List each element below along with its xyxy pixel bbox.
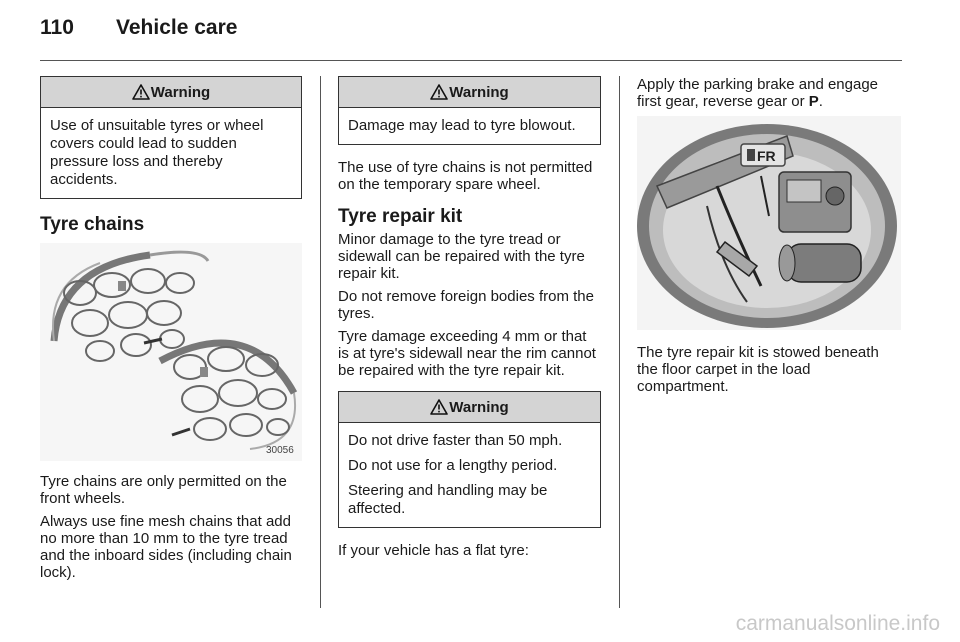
warning-text: Damage may lead to tyre blowout. bbox=[348, 117, 576, 134]
paragraph: Tyre chains are only permitted on the front wheels. bbox=[40, 473, 287, 507]
warning-text: Do not use for a lengthy period. bbox=[348, 457, 558, 474]
tyre-repair-kit-illustration bbox=[637, 116, 901, 330]
warning-header bbox=[339, 77, 600, 108]
sealant-bottle bbox=[787, 244, 861, 282]
section-heading: Tyre chains bbox=[40, 214, 145, 235]
kit-label: FR bbox=[757, 148, 776, 164]
paragraph: Minor damage to the tyre tread or sidewall can be repaired with the tyre repair kit. bbox=[338, 231, 585, 282]
warning-box bbox=[338, 391, 601, 528]
warning-box bbox=[338, 76, 601, 145]
warning-header bbox=[41, 77, 301, 108]
page-number: 110 bbox=[40, 16, 74, 39]
warning-text: Steering and handling may be affected. bbox=[348, 482, 548, 517]
warning-text: Use of unsuitable tyres or wheel covers could lead to sudden pressure loss and thereby accidents. bbox=[50, 117, 264, 188]
paragraph: The tyre repair kit is stowed beneath the floor carpet in the load compartment. bbox=[637, 344, 879, 395]
header-rule bbox=[40, 60, 902, 61]
paragraph: Tyre damage exceeding 4 mm or that is at tyre's sidewall near the rim cannot be repaired with the tyre repair kit. bbox=[338, 328, 596, 379]
column-1 bbox=[40, 76, 302, 587]
column-divider bbox=[619, 76, 620, 608]
watermark: carmanualsonline.info bbox=[735, 612, 940, 635]
gear-p-label: P bbox=[808, 93, 819, 110]
paragraph: The use of tyre chains is not permitted on the temporary spare wheel. bbox=[338, 159, 593, 193]
paragraph: Always use fine mesh chains that add no more than 10 mm to the tyre tread and the inboard sides (including chain lock). bbox=[40, 513, 292, 581]
column-3 bbox=[637, 76, 901, 401]
section-heading: Tyre repair kit bbox=[338, 206, 463, 227]
page-header bbox=[40, 16, 237, 40]
warning-header bbox=[339, 392, 600, 423]
paragraph: Apply the parking brake and engage first gear, reverse gear or P. bbox=[637, 76, 879, 110]
column-2 bbox=[338, 76, 601, 565]
paragraph: If your vehicle has a flat tyre: bbox=[338, 542, 529, 559]
warning-box bbox=[40, 76, 302, 199]
warning-text: Do not drive faster than 50 mph. bbox=[348, 432, 563, 449]
warning-icon bbox=[430, 399, 448, 415]
paragraph: Do not remove foreign bodies from the tyres. bbox=[338, 288, 594, 322]
column-divider bbox=[320, 76, 321, 608]
warning-label: Warning bbox=[449, 84, 509, 101]
figure-id: 30056 bbox=[266, 445, 294, 456]
warning-icon bbox=[132, 84, 150, 100]
warning-label: Warning bbox=[150, 84, 211, 101]
page-title: Vehicle care bbox=[116, 16, 238, 39]
warning-icon bbox=[430, 84, 448, 100]
tyre-chains-illustration bbox=[40, 243, 302, 461]
warning-label: Warning bbox=[449, 399, 509, 416]
